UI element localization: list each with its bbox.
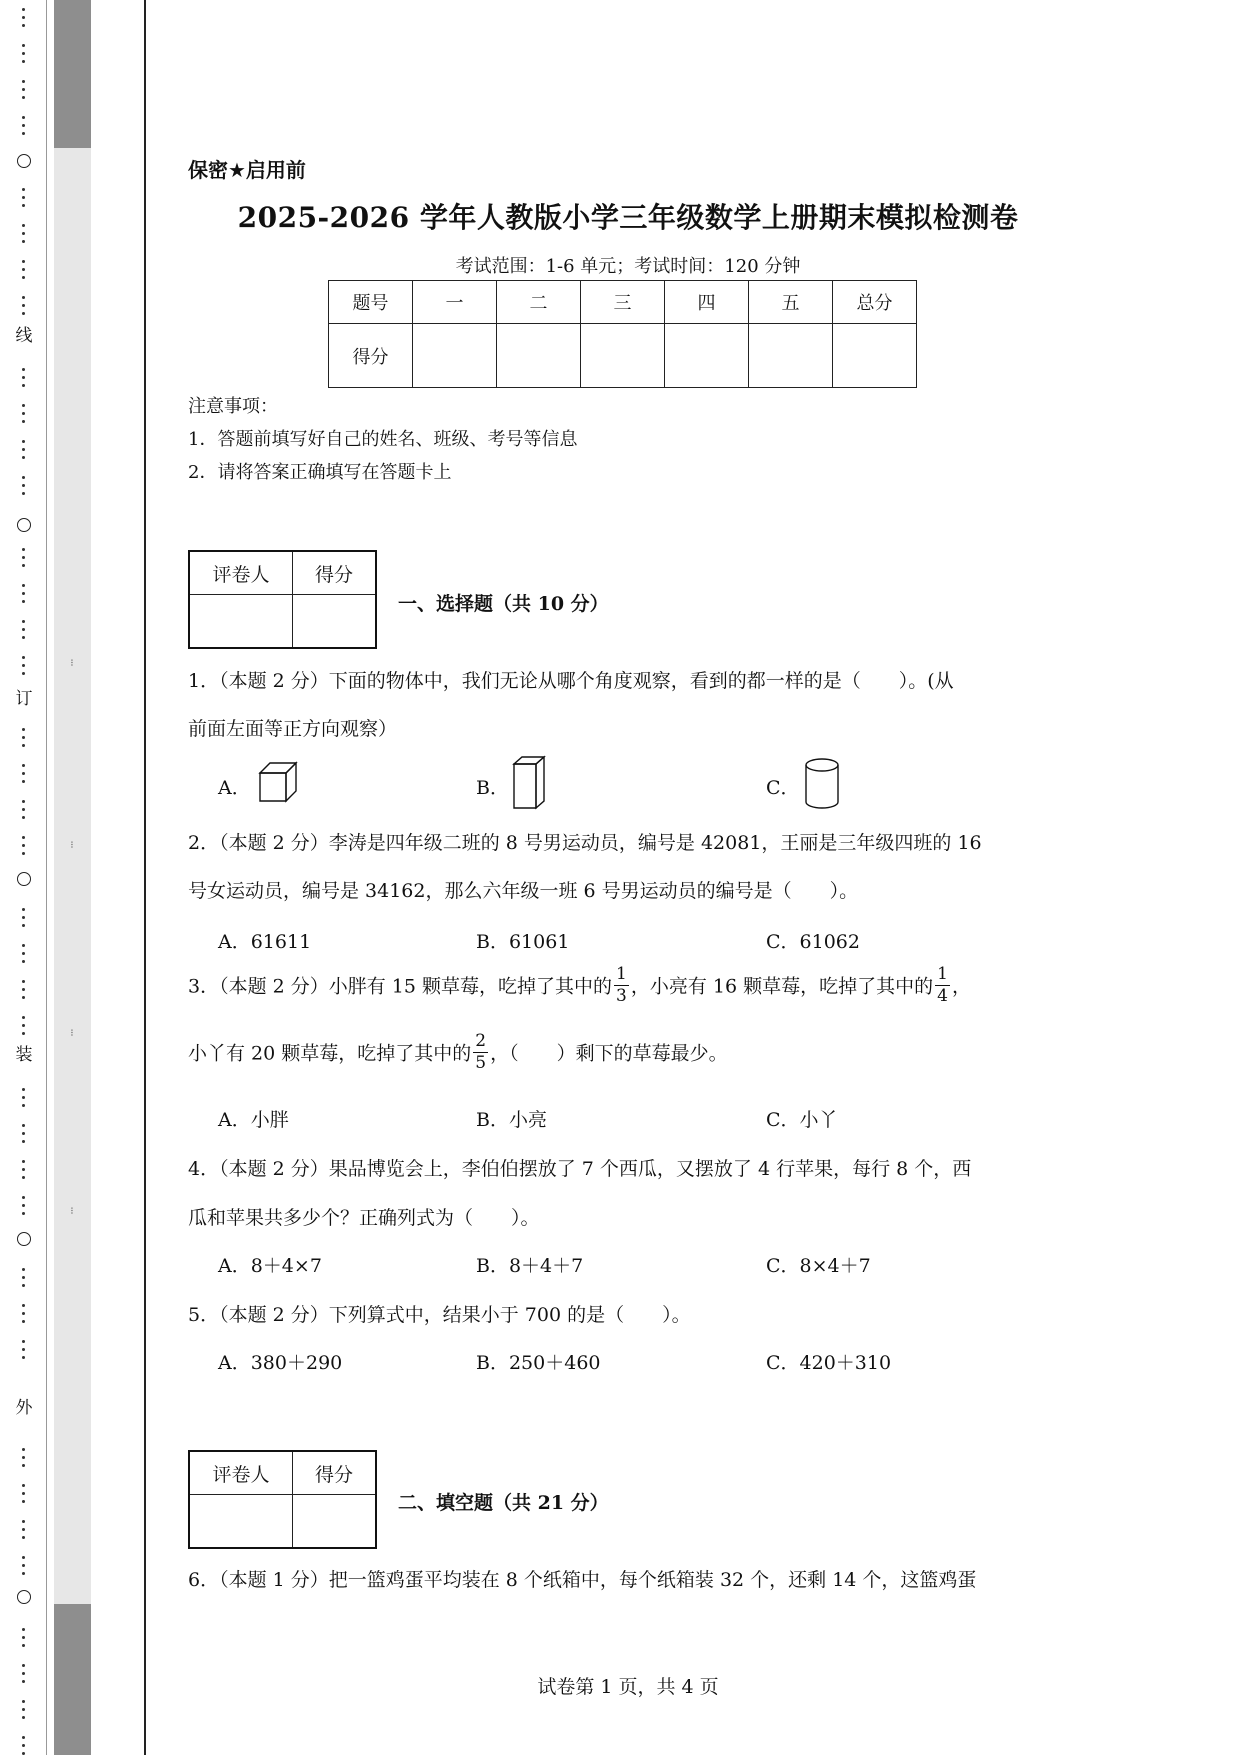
option-label: C．61062 [766,931,860,953]
grader-box [188,1450,377,1549]
score-header-cell: 题号 [329,281,413,324]
question-text: 2．（本题 2 分）李涛是四年级二班的 8 号男运动员，编号是 42081，王丽是三年级四班的 16 [188,832,982,854]
question-text-part: 3．（本题 2 分）小胖有 15 颗草莓，吃掉了其中的 [188,975,613,998]
binding-dots [22,1124,25,1148]
option-label: C．小丫 [766,1109,838,1131]
binding-circle [17,872,31,886]
binding-dots [22,1088,25,1112]
section-title: 二、填空题（共 21 分） [398,1492,609,1514]
option-label: B． [476,777,509,799]
fraction-denominator: 5 [475,1053,487,1073]
option-label: B．8＋4＋7 [476,1255,584,1277]
grader-reviewer-label: 评卷人 [189,551,293,595]
binding-dots [22,1340,25,1364]
binding-dots [22,1736,25,1760]
binding-dots [22,188,25,212]
exam-title: 2025-2026 学年人教版小学三年级数学上册期末模拟检测卷 [237,201,1019,234]
option-label: B．小亮 [476,1109,547,1131]
fraction-denominator: 3 [616,986,627,1006]
grader-score-cell [293,595,377,649]
question-text-part: 小丫有 20 颗草莓，吃掉了其中的 [188,1042,472,1065]
grader-score-label: 得分 [293,551,377,595]
score-table-score-row [329,324,917,388]
binding-dots [22,620,25,644]
score-row-label: 得分 [329,324,413,388]
score-header-cell: 二 [497,281,581,324]
binding-dots [22,764,25,788]
option-label: C．420＋310 [766,1352,892,1374]
notes-title: 注意事项： [188,396,278,417]
question-text-part: ， [951,975,971,998]
binding-char: 订 [15,689,33,709]
binding-dots [22,584,25,608]
score-cell [497,324,581,388]
binding-dots [22,944,25,968]
question-text [188,964,971,1007]
score-header-cell: 总分 [833,281,917,324]
secret-label: 保密★启用前 [188,158,306,182]
binding-dots [22,1664,25,1688]
binding-dots [22,908,25,932]
grey-band-mark: ⁝ [70,1206,74,1217]
binding-dots [22,1268,25,1292]
score-table [328,280,917,388]
fraction [935,966,950,1005]
binding-dots [22,836,25,860]
option-label: C． [766,777,800,799]
binding-grey-band [54,0,91,1755]
score-cell [749,324,833,388]
fraction-denominator: 4 [937,986,948,1006]
grey-band-mark: ⁝ [70,658,74,669]
grader-reviewer-label: 评卷人 [189,1451,293,1495]
binding-char: 外 [15,1398,33,1418]
option-label: B．250＋460 [476,1352,601,1374]
binding-dots [22,296,25,320]
grey-band-mark: ⁝ [70,840,74,851]
fraction-numerator: 1 [616,964,627,984]
exam-page [188,0,1068,1755]
question-text: 6．（本题 1 分）把一篮鸡蛋平均装在 8 个纸箱中，每个纸箱装 32 个，还剩 14 个，这篮鸡蛋 [188,1569,977,1591]
binding-dots [22,368,25,392]
option-label: A．61611 [218,931,312,953]
question-text: 号女运动员，编号是 34162，那么六年级一班 6 号男运动员的编号是（ ）。 [188,880,859,902]
binding-dots [22,728,25,752]
question-text-part: ，（ ）剩下的草莓最少。 [490,1042,728,1065]
binding-dots [22,656,25,680]
question-text: 瓜和苹果共多少个？正确列式为（ ）。 [188,1207,540,1229]
binding-char: 线 [15,326,33,346]
option-label: A． [218,777,251,799]
score-cell [581,324,665,388]
binding-dots [22,800,25,824]
binding-dots [22,80,25,104]
binding-dots [22,260,25,284]
binding-rule [144,0,146,1755]
fraction [614,966,629,1005]
option-label: A．380＋290 [218,1352,343,1374]
question-text: 4．（本题 2 分）果品博览会上，李伯伯摆放了 7 个西瓜，又摆放了 4 行苹果，每行 8 个，西 [188,1158,972,1180]
binding-dots [22,1700,25,1724]
question-text: 前面左面等正方向观察） [188,718,398,740]
binding-dots [22,980,25,1004]
page-footer: 试卷第 1 页，共 4 页 [537,1676,719,1698]
binding-circle [17,1232,31,1246]
binding-dots [22,1196,25,1220]
score-header-cell: 四 [665,281,749,324]
notes-item: 1．答题前填写好自己的姓名、班级、考号等信息 [188,429,578,450]
grey-band-dark-top [54,0,91,148]
score-cell [665,324,749,388]
grey-band-mark: ⁝ [70,1028,74,1039]
section-title: 一、选择题（共 10 分） [398,593,609,615]
option-label: A．小胖 [218,1109,289,1131]
binding-strip [0,0,47,1755]
option-label: C．8×4＋7 [766,1255,871,1277]
notes-item: 2．请将答案正确填写在答题卡上 [188,462,452,483]
binding-dots [22,1160,25,1184]
score-cell [413,324,497,388]
binding-char: 装 [15,1045,33,1065]
binding-dots [22,548,25,572]
cylinder-icon [802,756,842,812]
fraction-numerator: 2 [475,1031,487,1051]
binding-dots [22,8,25,32]
score-header-cell: 五 [749,281,833,324]
exam-subtitle: 考试范围：1-6 单元；考试时间：120 分钟 [455,256,801,277]
question-text: 5．（本题 2 分）下列算式中，结果小于 700 的是（ ）。 [188,1304,691,1326]
grader-score-label: 得分 [293,1451,377,1495]
cuboid-icon [510,754,550,812]
grader-box [188,550,377,649]
question-text: 1．（本题 2 分）下面的物体中，我们无论从哪个角度观察，看到的都一样的是（ ）。(从 [188,670,954,692]
grey-band-dark-bottom [54,1604,91,1755]
binding-dots [22,404,25,428]
notes [188,390,577,489]
grader-score-cell [293,1495,377,1549]
grader-reviewer-cell [189,595,293,649]
binding-dots [22,1448,25,1472]
binding-dots [22,1484,25,1508]
binding-dots [22,476,25,500]
binding-circle [17,154,31,168]
binding-dots [22,1556,25,1580]
fraction [473,1033,488,1072]
binding-circle [17,518,31,532]
score-cell [833,324,917,388]
fraction-numerator: 1 [937,964,948,984]
binding-dots [22,440,25,464]
binding-dots [22,116,25,140]
binding-dots [22,224,25,248]
score-table-header-row [329,281,917,324]
score-header-cell: 三 [581,281,665,324]
score-header-cell: 一 [413,281,497,324]
question-text-part: ，小亮有 16 颗草莓，吃掉了其中的 [630,975,934,998]
option-label: B．61061 [476,931,570,953]
binding-circle [17,1590,31,1604]
option-label: A．8＋4×7 [218,1255,322,1277]
question-text [188,1031,728,1074]
binding-dots [22,1628,25,1652]
cube-icon [256,759,300,807]
grader-reviewer-cell [189,1495,293,1549]
binding-dots [22,44,25,68]
binding-dots [22,1016,25,1040]
binding-dots [22,1304,25,1328]
binding-dots [22,1520,25,1544]
